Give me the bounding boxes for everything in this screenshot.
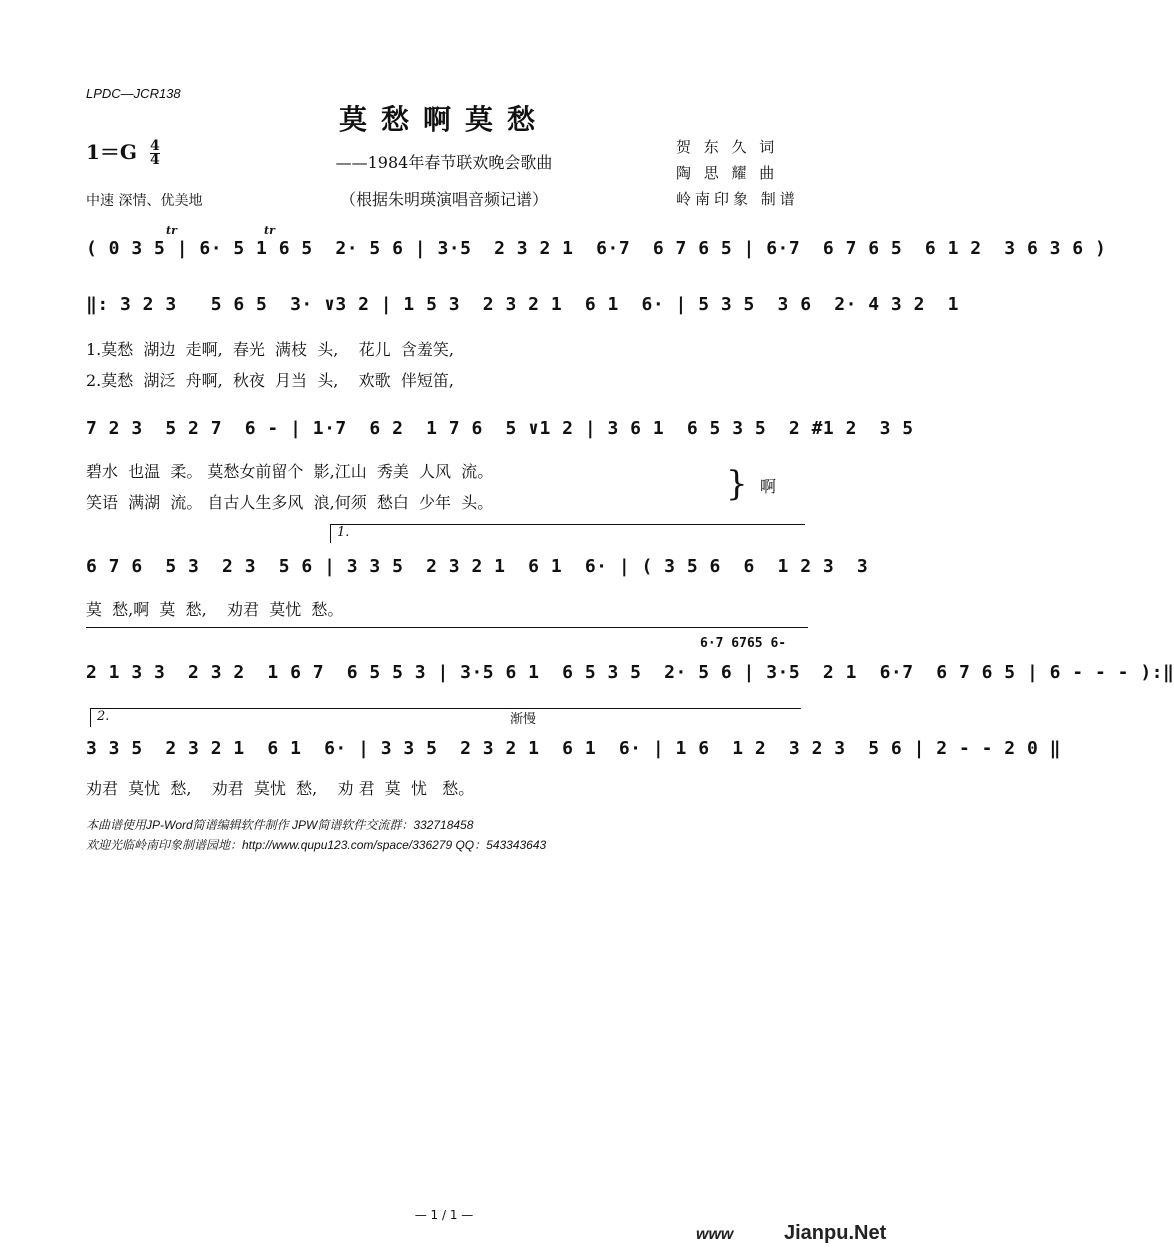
- ritardando-label: 渐慢: [510, 712, 537, 727]
- key-label: 1＝G: [86, 140, 137, 164]
- footer-line-1: 本曲谱使用JP-Word简谱编辑软件制作 JPW简谱软件交流群：332718458: [86, 818, 474, 832]
- watermark-left: www: [696, 1226, 734, 1243]
- volta-2: [90, 708, 801, 727]
- time-numerator: 4: [149, 138, 160, 154]
- composer: 陶 思 耀 曲: [676, 164, 779, 182]
- score-line-5: 2 1 3 3 2 3 2 1 6 7 6 5 5 3 | 3·5 6 1 6 5 3 5 2· 5 6 | 3·5 2 1 6·7 6 7 6 5 | 6 - - - ):‖: [86, 662, 1174, 683]
- transcription-note: （根据朱明瑛演唱音频记谱）: [339, 190, 548, 209]
- arranger: 岭南印象 制谱: [676, 190, 799, 208]
- score-line-5-alt: 6·7 6765 6-: [700, 636, 787, 651]
- time-signature: [150, 140, 160, 167]
- footer-line-2: 欢迎光临岭南印象制谱园地：http://www.qupu123.com/space/336279 QQ：543343643: [86, 838, 547, 852]
- footer-notes: [86, 815, 546, 855]
- score-line-3: 7 2 3 5 2 7 6 - | 1·7 6 2 1 7 6 5 ∨1 2 | 3 6 1 6 5 3 5 2 #1 2 3 5: [86, 418, 914, 439]
- credits: [676, 134, 799, 212]
- score-code: LPDC—JCR138: [86, 86, 181, 101]
- volta-1-label: 1.: [337, 525, 350, 540]
- lyric-side: 啊: [760, 477, 777, 496]
- trill-mark: tr: [264, 224, 275, 237]
- song-subtitle: ——1984年春节联欢晚会歌曲: [335, 153, 553, 172]
- score-line-2: ‖: 3 2 3 5 6 5 3· ∨3 2 | 1 5 3 2 3 2 1 6 1 6· | 5 3 5 3 6 2· 4 3 2 1: [86, 294, 959, 315]
- page-number: — 1 / 1 —: [414, 1208, 474, 1222]
- lyric-line-3-verse-1: 碧水 也温 柔。 莫愁女前留个 影,江山 秀美 人风 流。: [86, 462, 494, 481]
- score-line-4: 6 7 6 5 3 2 3 5 6 | 3 3 5 2 3 2 1 6 1 6· | ( 3 5 6 6 1 2 3 3: [86, 556, 869, 577]
- volta-2-label: 2.: [97, 709, 110, 724]
- score-line-6: 3 3 5 2 3 2 1 6 1 6· | 3 3 5 2 3 2 1 6 1 6· | 1 6 1 2 3 2 3 5 6 | 2 - - 2 0 ‖: [86, 738, 1061, 759]
- lyricist: 贺 东 久 词: [676, 138, 779, 156]
- lyric-line-2-verse-1: 1.莫愁 湖边 走啊, 春光 满枝 头, 花儿 含羞笑,: [86, 340, 454, 359]
- trill-mark: tr: [166, 224, 177, 237]
- song-title: 莫愁啊莫愁: [338, 103, 549, 136]
- lyric-line-3-verse-2: 笑语 满湖 流。 自古人生多风 浪,何须 愁白 少年 头。: [86, 493, 494, 512]
- volta-bracket-end: [86, 627, 808, 628]
- watermark: Jianpu.Net: [784, 1222, 887, 1244]
- tempo-marking: 中速 深情、优美地: [86, 193, 203, 209]
- brace-icon: }: [726, 464, 748, 504]
- lyric-line-4: 莫 愁,啊 莫 愁, 劝君 莫忧 愁。: [86, 600, 344, 619]
- lyric-line-2-verse-2: 2.莫愁 湖泛 舟啊, 秋夜 月当 头, 欢歌 伴短笛,: [86, 371, 454, 390]
- volta-1: [330, 524, 805, 543]
- key-signature: [86, 136, 160, 167]
- time-denominator: 4: [149, 152, 160, 168]
- lyric-line-6: 劝君 莫忧 愁, 劝君 莫忧 愁, 劝 君 莫 忧 愁。: [86, 779, 475, 798]
- score-line-1: ( 0 3 5 | 6· 5 1 6 5 2· 5 6 | 3·5 2 3 2 1 6·7 6 7 6 5 | 6·7 6 7 6 5 6 1 2 3 6 3 6 ): [86, 238, 1107, 259]
